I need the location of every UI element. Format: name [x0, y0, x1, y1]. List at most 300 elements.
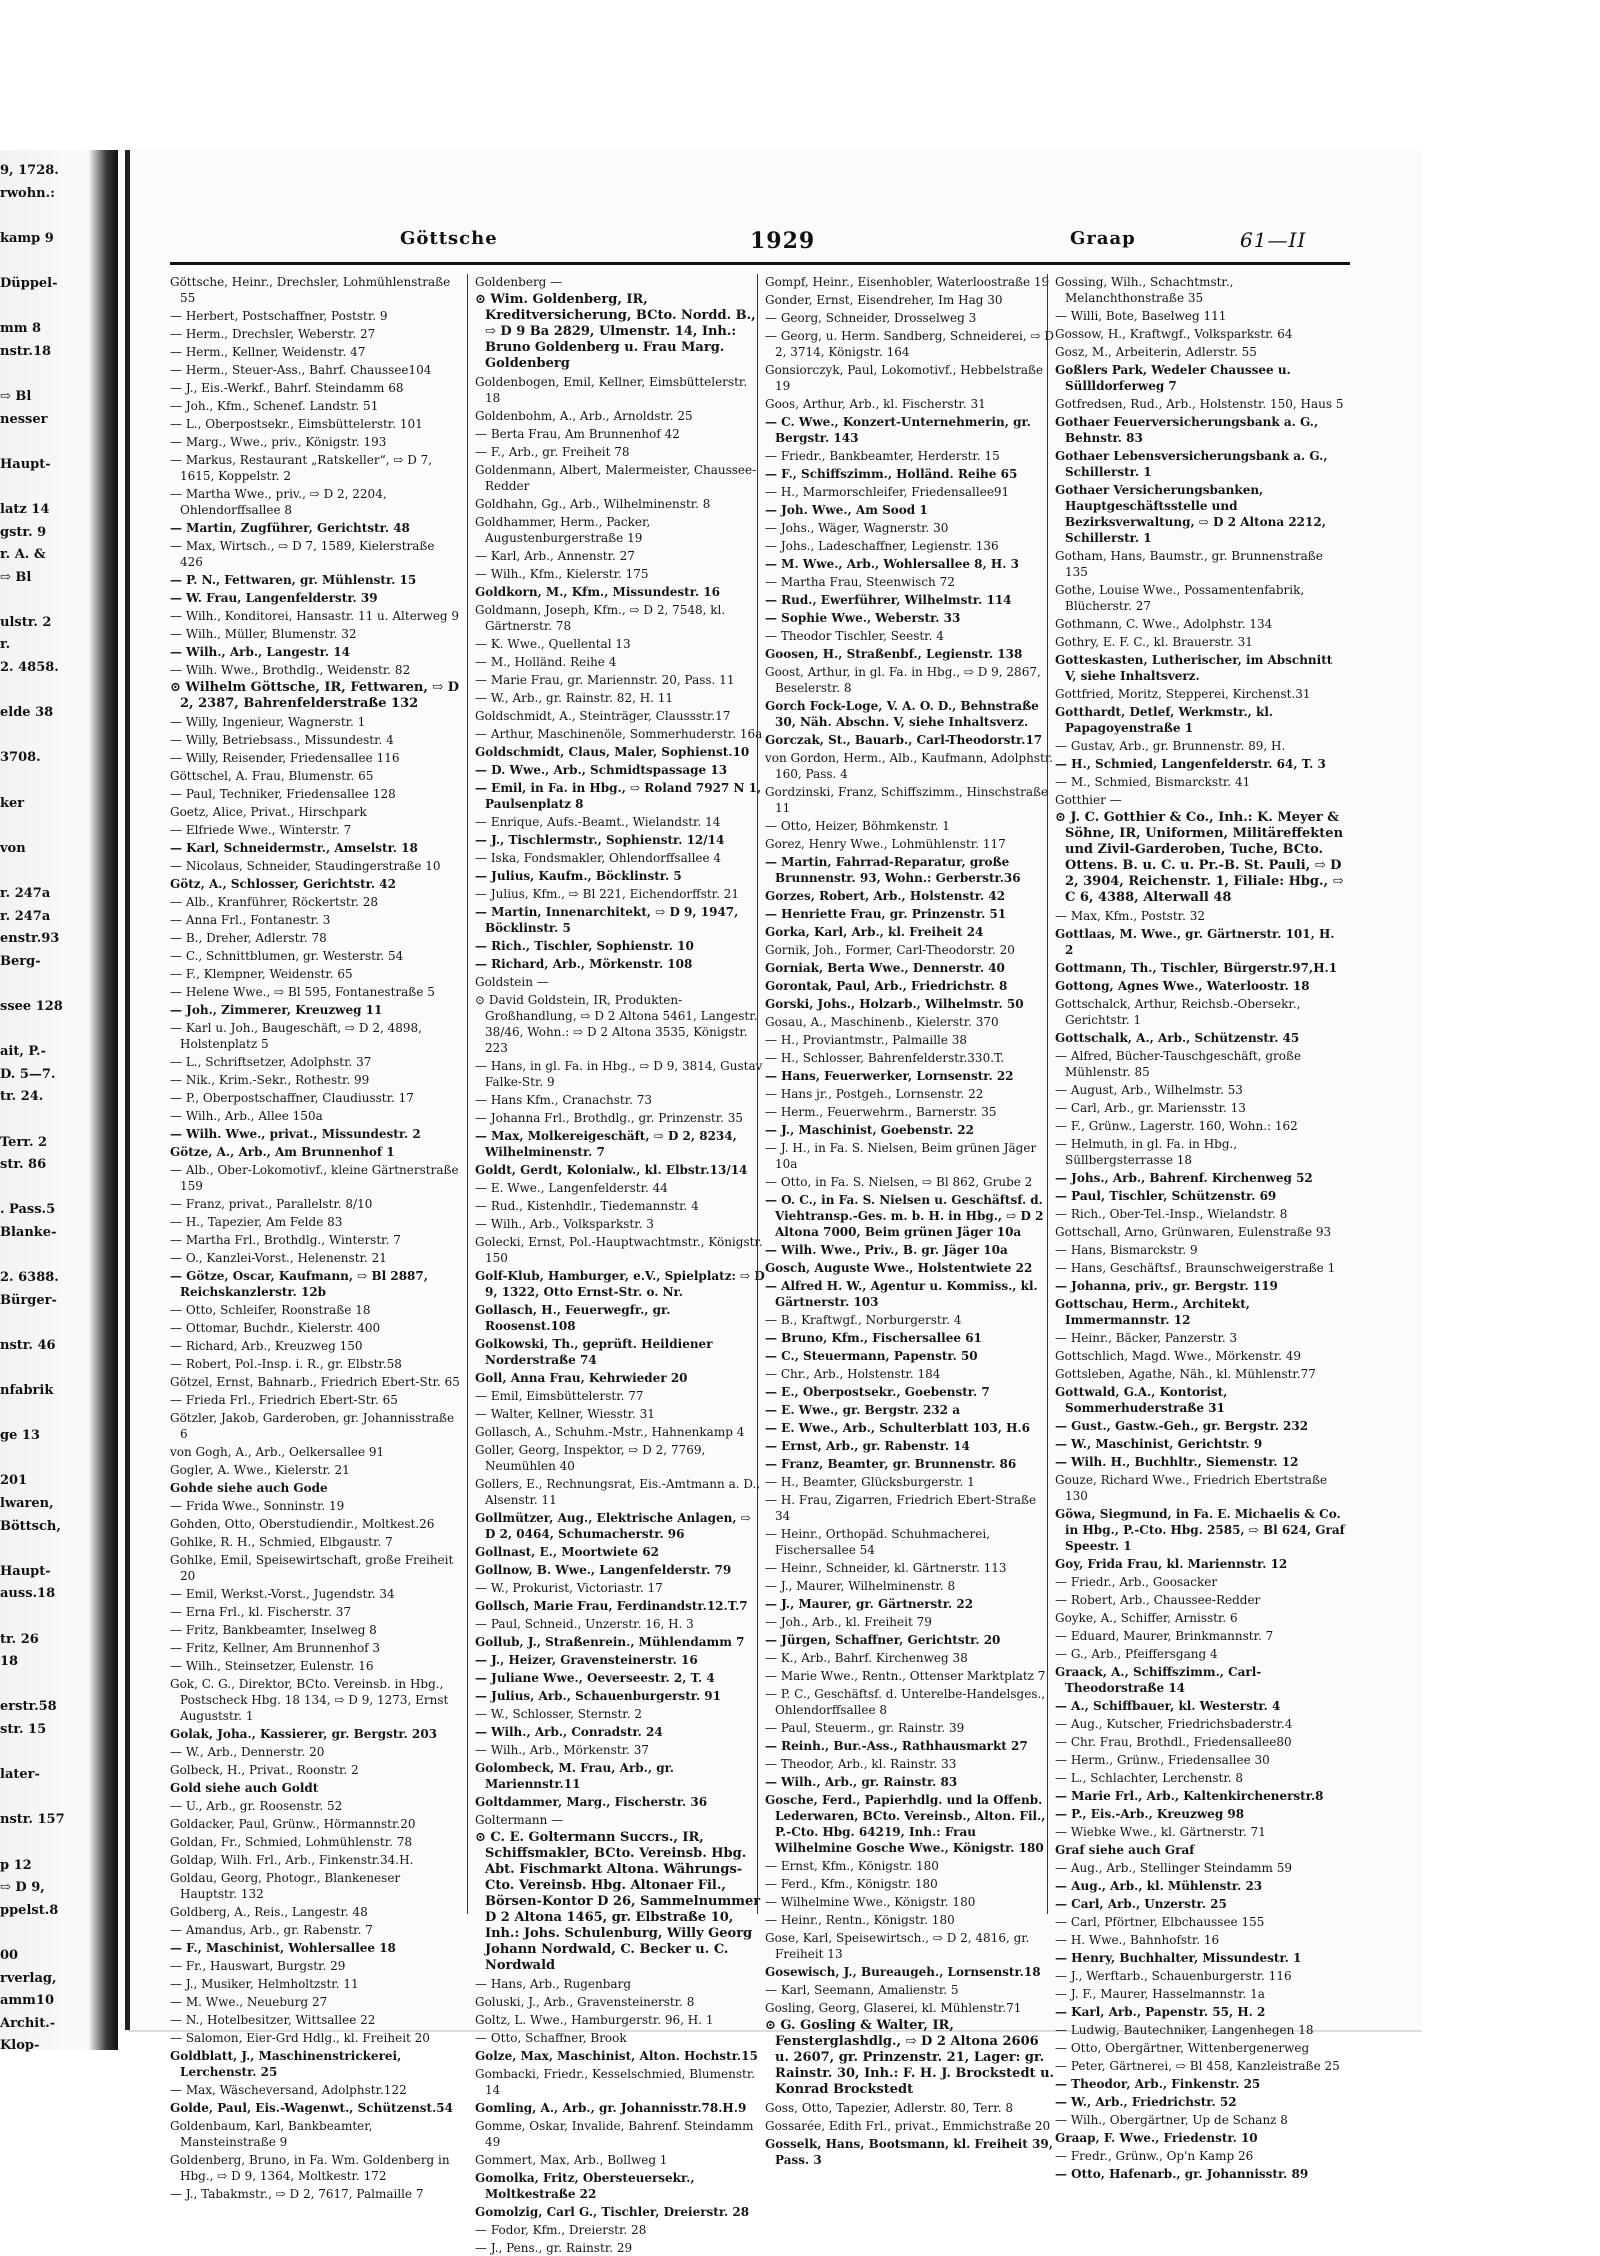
directory-entry: — Aug., Kutscher, Friedrichsbaderstr.4 [1055, 1717, 1293, 1731]
directory-entry: Goss, Otto, Tapezier, Adlerstr. 80, Terr. 8 [765, 2101, 1013, 2115]
left-page-text: tr. 26 [0, 1631, 39, 1647]
directory-entry: — F., Arb., gr. Freiheit 78 [475, 445, 630, 459]
directory-entry: — Elfriede Wwe., Winterstr. 7 [170, 823, 352, 837]
directory-entry: — Ernst, Arb., gr. Rabenstr. 14 [765, 1439, 970, 1453]
directory-entry: Gothaer Feuerversicherungsbank a. G., Behnstr. 83 [1055, 415, 1319, 445]
directory-entry: Golkowski, Th., geprüft. Heildiener Norderstraße 74 [475, 1337, 713, 1367]
directory-entry: — Marg., Wwe., priv., Königstr. 193 [170, 435, 387, 449]
directory-entry: Gommert, Max, Arb., Bollweg 1 [475, 2153, 668, 2167]
directory-entry: Gossing, Wilh., Schachtmstr., Melanchthonstraße 35 [1055, 275, 1234, 305]
directory-entry: ⊙ Wilhelm Göttsche, IR, Fettwaren, ⇨ D 2, 2387, Bahrenfelderstraße 132 [170, 680, 460, 711]
left-page-text: Haupt- [0, 1563, 51, 1579]
directory-entry: Gorczak, St., Bauarb., Carl-Theodorstr.17 [765, 733, 1043, 747]
directory-entry: — H. Wwe., Bahnhofstr. 16 [1055, 1933, 1220, 1947]
directory-column-2 [475, 274, 765, 2255]
directory-entry: Gossow, H., Kraftwgf., Volksparkstr. 64 [1055, 327, 1293, 341]
directory-entry: Gothe, Louise Wwe., Possamentenfabrik, Blücherstr. 27 [1055, 583, 1305, 613]
directory-entry: — Marie Wwe., Rentn., Ottenser Marktplatz 7 [765, 1669, 1046, 1683]
directory-entry: — Franz, privat., Parallelstr. 8/10 [170, 1197, 373, 1211]
directory-entry: — Salomon, Eier-Grd Hdlg., kl. Freiheit 20 [170, 2031, 430, 2045]
left-page-text: ⇨ Bl [0, 388, 32, 404]
directory-entry: — Heinr., Rentn., Königstr. 180 [765, 1913, 955, 1927]
directory-entry: Gottsleben, Agathe, Näh., kl. Mühlenstr.77 [1055, 1367, 1316, 1381]
directory-entry: — Bruno, Kfm., Fischersallee 61 [765, 1331, 982, 1345]
directory-entry: — Sophie Wwe., Weberstr. 33 [765, 611, 961, 625]
directory-entry: Götzler, Jakob, Garderoben, gr. Johannisstraße 6 [170, 1411, 455, 1441]
left-page-text: 00 [0, 1947, 19, 1963]
directory-entry: Gornik, Joh., Former, Carl-Theodorstr. 20 [765, 943, 1015, 957]
left-page-text: ssee 128 [0, 998, 63, 1014]
directory-entry: Gollnow, B. Wwe., Langenfelderstr. 79 [475, 1563, 732, 1577]
directory-entry: — F., Klempner, Weidenstr. 65 [170, 967, 353, 981]
directory-column-1 [170, 274, 460, 2201]
directory-entry: Gottschau, Herm., Architekt, Immermannstr. 12 [1055, 1297, 1250, 1327]
directory-entry: — Richard, Arb., Kreuzweg 150 [170, 1339, 363, 1353]
directory-entry: — Otto, Obergärtner, Wittenbergenerweg [1055, 2041, 1310, 2055]
directory-entry: Gombacki, Friedr., Kesselschmied, Blumenstr. 14 [475, 2067, 756, 2097]
directory-entry: — Marie Frau, gr. Mariennstr. 20, Pass. 11 [475, 673, 735, 687]
directory-entry: ⊙ J. C. Gotthier & Co., Inh.: K. Meyer & Söhne, IR, Uniformen, Militäreffekten und Zivil-Garderoben, Tuche, BCto. Ottens. B. u. C. u. Pr.-B. St. Pauli, ⇨ D 2, 3904, Reichenstr. 1, Filiale: Hbg., ⇨ C 6, 4388, Alterwall 48 [1055, 810, 1344, 905]
left-page-text [0, 1538, 100, 1561]
directory-entry: — Otto, in Fa. S. Nielsen, ⇨ Bl 862, Grube 2 [765, 1175, 1033, 1189]
directory-entry: — Wilh., Steinsetzer, Eulenstr. 16 [170, 1659, 374, 1673]
left-page-text: Düppel- [0, 275, 58, 291]
directory-entry: — Alb., Ober-Lokomotivf., kleine Gärtnerstraße 159 [170, 1163, 459, 1193]
directory-entry: Gottmann, Th., Tischler, Bürgerstr.97,H.1 [1055, 961, 1338, 975]
left-page-text: Klop- [0, 2038, 40, 2054]
left-page-text [0, 1742, 100, 1765]
directory-entry: — Rich., Tischler, Sophienstr. 10 [475, 939, 694, 953]
directory-entry: — Martin, Zugführer, Gerichtstr. 48 [170, 521, 410, 535]
directory-entry: — Alfred H. W., Agentur u. Kommiss., kl. Gärtnerstr. 103 [765, 1279, 1038, 1309]
directory-entry: Gohlke, R. H., Schmied, Elbgaustr. 7 [170, 1535, 393, 1549]
directory-entry: — H., Schmied, Langenfelderstr. 64, T. 3 [1055, 757, 1326, 771]
left-page-text: von [0, 840, 26, 856]
directory-entry: Goetz, Alice, Privat., Hirschpark [170, 805, 367, 819]
directory-entry: Gottlaas, M. Wwe., gr. Gärtnerstr. 101, H. 2 [1055, 927, 1335, 957]
directory-entry: ⊙ C. E. Goltermann Succrs., IR, Schiffsmakler, BCto. Vereinsb. Hbg. Abt. Fischmarkt Altona. Währungs-Cto. Vereinsb. Hbg. Altonaer Fil., Börsen-Kontor D 26, Sammelnummer D 2 Altona 1465, gr. Elbstraße 10, Inh.: Johs. Schulenburg, Willy Georg Johann Nordwald, C. Becker u. C. Nordwald [475, 1830, 761, 1973]
directory-entry: — E., Oberpostsekr., Goebenstr. 7 [765, 1385, 990, 1399]
directory-entry: ⊙ Wim. Goldenberg, IR, Kreditversicherung, BCto. Nordd. B., ⇨ D 9 Ba 2829, Ulmenstr. 14, Inh.: Bruno Goldenberg u. Frau Marg. Goldenberg [475, 292, 756, 371]
left-page-text: 2. 4858. [0, 660, 59, 676]
directory-entry: — Herm., Kellner, Weidenstr. 47 [170, 345, 366, 359]
directory-entry: Gothaer Lebensversicherungsbank a. G., Schillerstr. 1 [1055, 449, 1328, 479]
directory-entry: ⊙ G. Gosling & Walter, IR, Fensterglashdlg., ⇨ D 2 Altona 2606 u. 2607, gr. Prinzenstr. 21, Lager: gr. Rainstr. 30, Inh.: F. H. J. Brockstedt u. Konrad Brockstedt [765, 2018, 1055, 2097]
column-divider [757, 274, 758, 1914]
left-page-text [0, 770, 100, 793]
directory-entry: — P., Eis.-Arb., Kreuzweg 98 [1055, 1807, 1245, 1821]
header-first-name: Göttsche [400, 228, 498, 249]
directory-entry: Gollers, E., Rechnungsrat, Eis.-Amtmann a. D., Alsenstr. 11 [475, 1477, 761, 1507]
directory-entry: von Gordon, Herm., Alb., Kaufmann, Adolphstr. 160, Pass. 4 [765, 751, 1054, 781]
directory-entry: — Heinr., Orthopäd. Schuhmacherei, Fischersallee 54 [765, 1527, 991, 1557]
directory-entry: Gottong, Agnes Wwe., Waterloostr. 18 [1055, 979, 1310, 993]
directory-entry: Gotteskasten, Lutherischer, im Abschnitt V, siehe Inhaltsverz. [1055, 653, 1333, 683]
directory-entry: Gosch, Auguste Wwe., Holstentwiete 22 [765, 1261, 1033, 1275]
left-page-text: mm 8 [0, 321, 42, 337]
directory-entry: Gosling, Georg, Glaserei, kl. Mühlenstr.71 [765, 2001, 1022, 2015]
left-page-text: auss.18 [0, 1586, 56, 1602]
directory-entry: — Theodor, Arb., kl. Rainstr. 33 [765, 1757, 957, 1771]
directory-entry: Gotthardt, Detlef, Werkmstr., kl. Papagoyenstraße 1 [1055, 705, 1274, 735]
directory-entry: — Joh. Wwe., Am Sood 1 [765, 503, 928, 517]
directory-entry: — Otto, Schaffner, Brook [475, 2031, 627, 2045]
directory-entry: Gosewisch, J., Bureaugeh., Lornsenstr.18 [765, 1965, 1041, 1979]
directory-entry: Gosau, A., Maschinenb., Kielerstr. 370 [765, 1015, 999, 1029]
directory-entry: Gottschlich, Magd. Wwe., Mörkenstr. 49 [1055, 1349, 1302, 1363]
directory-entry: — Johanna Frl., Brothdlg., gr. Prinzenstr. 35 [475, 1111, 744, 1125]
directory-entry: — J., Pens., gr. Rainstr. 29 [475, 2241, 633, 2255]
directory-entry: — U., Arb., gr. Roosenstr. 52 [170, 1799, 343, 1813]
directory-entry: Gohden, Otto, Oberstudiendir., Moltkest.26 [170, 1517, 435, 1531]
directory-entry: — Carl, Arb., Unzerstr. 25 [1055, 1897, 1227, 1911]
directory-entry: — Karl, Schneidermstr., Amselstr. 18 [170, 841, 418, 855]
directory-entry: Golecki, Ernst, Pol.-Hauptwachtmstr., Königstr. 150 [475, 1235, 763, 1265]
directory-entry: — L., Schlachter, Lerchenstr. 8 [1055, 1771, 1244, 1785]
directory-entry: — Rud., Kistenhdlr., Tiedemannstr. 4 [475, 1199, 699, 1213]
directory-entry: — Wilh. Wwe., Priv., B. gr. Jäger 10a [765, 1243, 1008, 1257]
directory-entry: — Fodor, Kfm., Dreierstr. 28 [475, 2223, 647, 2237]
left-page-text: lwaren, [0, 1496, 54, 1512]
directory-entry: — J., Musiker, Helmholtzstr. 11 [170, 1977, 359, 1991]
left-page-text: erstr.58 [0, 1699, 57, 1715]
directory-entry: Goldhammer, Herm., Packer, Augustenburgerstraße 19 [475, 515, 651, 545]
directory-entry: — J., Werftarb., Schauenburgerstr. 116 [1055, 1969, 1292, 1983]
left-page-text: 18 [0, 1654, 19, 1670]
directory-entry: — Friedr., Bankbeamter, Herderstr. 15 [765, 449, 1000, 463]
left-page-text [0, 1674, 100, 1697]
directory-entry: — Willy, Betriebsass., Missundestr. 4 [170, 733, 394, 747]
left-page-text: ulstr. 2 [0, 614, 52, 630]
directory-entry: — Wilh. Wwe., Brothdlg., Weidenstr. 82 [170, 663, 411, 677]
directory-entry: Gohde siehe auch Gode [170, 1481, 328, 1495]
directory-entry: — Nicolaus, Schneider, Staudingerstraße 10 [170, 859, 441, 873]
directory-entry: Goluski, J., Arb., Gravensteinerstr. 8 [475, 1995, 695, 2009]
left-page-text: . Pass.5 [0, 1202, 56, 1218]
directory-entry: Gorch Fock-Loge, V. A. O. D., Behnstraße 30, Näh. Abschn. V, siehe Inhaltsverz. [765, 699, 1039, 729]
left-page-text: Bürger- [0, 1292, 57, 1308]
directory-entry: Gosselk, Hans, Bootsmann, kl. Freiheit 39, Pass. 3 [765, 2137, 1053, 2167]
left-page-text: enstr.93 [0, 931, 60, 947]
left-page-text [0, 1787, 100, 1810]
directory-entry: Goldschmidt, Claus, Maler, Sophienst.10 [475, 745, 750, 759]
directory-entry: — Hans, Feuerwerker, Lornsenstr. 22 [765, 1069, 1014, 1083]
directory-entry: Goldstein — [475, 975, 549, 989]
directory-entry: Goldau, Georg, Photogr., Blankeneser Hauptstr. 132 [170, 1871, 401, 1901]
directory-entry: — Erna Frl., kl. Fischerstr. 37 [170, 1605, 351, 1619]
directory-entry: — Wilh., Arb., gr. Rainstr. 83 [765, 1775, 958, 1789]
directory-entry: Gompf, Heinr., Eisenhobler, Waterloostraße 19 [765, 275, 1050, 289]
directory-entry: — E. Wwe., Langenfelderstr. 44 [475, 1181, 668, 1195]
directory-entry: — Wilh., Müller, Blumenstr. 32 [170, 627, 357, 641]
directory-entry: — G., Arb., Pfeiffersgang 4 [1055, 1647, 1218, 1661]
directory-entry: — P. C., Geschäftsf. d. Unterelbe-Handelsges., Ohlendorffsallee 8 [765, 1687, 1046, 1717]
directory-entry: — Markus, Restaurant „Ratskeller“, ⇨ D 7, 1615, Koppelstr. 2 [170, 453, 433, 483]
directory-entry: — Franz, Beamter, gr. Brunnenstr. 86 [765, 1457, 1017, 1471]
directory-entry: Gorniak, Berta Wwe., Dennerstr. 40 [765, 961, 1005, 975]
directory-entry: — Herbert, Postschaffner, Poststr. 9 [170, 309, 388, 323]
directory-entry: von Gogh, A., Arb., Oelkersallee 91 [170, 1445, 385, 1459]
directory-entry: Gothry, E. F. C., kl. Brauerstr. 31 [1055, 635, 1253, 649]
directory-entry: — H., Beamter, Glücksburgerstr. 1 [765, 1475, 975, 1489]
directory-entry: — Wilh., Arb., Volksparkstr. 3 [475, 1217, 654, 1231]
directory-entry: — Henry, Buchhalter, Missundestr. 1 [1055, 1951, 1302, 1965]
directory-entry: — Walter, Kellner, Wiesstr. 31 [475, 1407, 655, 1421]
left-page-text: Haupt- [0, 456, 51, 472]
directory-entry: — August, Arb., Wilhelmstr. 53 [1055, 1083, 1243, 1097]
directory-entry: Goltz, L. Wwe., Hamburgerstr. 96, H. 1 [475, 2013, 714, 2027]
directory-entry: — Hans, in gl. Fa. in Hbg., ⇨ D 9, 3814, Gustav Falke-Str. 9 [475, 1059, 763, 1089]
directory-entry: — Carl, Pförtner, Elbchaussee 155 [1055, 1915, 1265, 1929]
directory-entry: — Enrique, Aufs.-Beamt., Wielandstr. 14 [475, 815, 721, 829]
directory-entry: — Wilh., Arb., Conradstr. 24 [475, 1725, 663, 1739]
directory-entry: — W., Arb., Friedrichstr. 52 [1055, 2095, 1237, 2109]
page-number: 61—II [1240, 228, 1307, 252]
directory-entry: — Georg, u. Herm. Sandberg, Schneiderei, ⇨ D 2, 3714, Königstr. 164 [765, 329, 1054, 359]
directory-entry: Gothmann, C. Wwe., Adolphstr. 134 [1055, 617, 1273, 631]
directory-entry: — Willy, Reisender, Friedensallee 116 [170, 751, 400, 765]
directory-entry: — W., Maschinist, Gerichtstr. 9 [1055, 1437, 1263, 1451]
directory-entry: — Martin, Innenarchitekt, ⇨ D 9, 1947, Böcklinstr. 5 [475, 905, 739, 935]
directory-entry: — Karl u. Joh., Baugeschäft, ⇨ D 2, 4898, Holstenplatz 5 [170, 1021, 422, 1051]
left-page-text: nstr. 46 [0, 1337, 56, 1353]
column-divider [1047, 274, 1048, 1914]
directory-entry: — K. Wwe., Quellental 13 [475, 637, 631, 651]
directory-entry: Goldkorn, M., Kfm., Missundestr. 16 [475, 585, 720, 599]
directory-entry: — Aug., Arb., Stellinger Steindamm 59 [1055, 1861, 1292, 1875]
header-year: 1929 [750, 228, 816, 254]
directory-entry: Gohlke, Emil, Speisewirtschaft, große Freiheit 20 [170, 1553, 454, 1583]
directory-entry: — Götze, Oscar, Kaufmann, ⇨ Bl 2887, Reichskanzlerstr. 12b [170, 1269, 428, 1299]
directory-entry: Gollmützer, Aug., Elektrische Anlagen, ⇨ D 2, 0464, Schumacherstr. 96 [475, 1511, 751, 1541]
directory-entry: — J., Maurer, gr. Gärtnerstr. 22 [765, 1597, 974, 1611]
directory-entry: — Amandus, Arb., gr. Rabenstr. 7 [170, 1923, 373, 1937]
directory-entry: — Johs., Wäger, Wagnerstr. 30 [765, 521, 949, 535]
directory-entry: Graf siehe auch Graf [1055, 1843, 1195, 1857]
left-page-text: 201 [0, 1473, 28, 1489]
directory-entry: — Chr. Frau, Brothdl., Friedensallee80 [1055, 1735, 1292, 1749]
directory-entry: — Julius, Kaufm., Böcklinstr. 5 [475, 869, 682, 883]
left-page-text: gstr. 9 [0, 524, 47, 540]
directory-entry: Gomme, Oskar, Invalide, Bahrenf. Steindamm 49 [475, 2119, 754, 2149]
left-page-text: r. [0, 637, 11, 653]
directory-entry: — M., Holländ. Reihe 4 [475, 655, 617, 669]
left-page-text [0, 1245, 100, 1268]
left-page-text: 3708. [0, 750, 41, 766]
directory-entry: — J., Maschinist, Goebenstr. 22 [765, 1123, 975, 1137]
left-page-text: str. 15 [0, 1721, 47, 1737]
directory-entry: — A., Schiffbauer, kl. Westerstr. 4 [1055, 1699, 1281, 1713]
directory-entry: — Fritz, Kellner, Am Brunnenhof 3 [170, 1641, 381, 1655]
directory-entry: — Reinh., Bur.-Ass., Rathhausmarkt 27 [765, 1739, 1028, 1753]
directory-entry: Goldenberg, Bruno, in Fa. Wm. Goldenberg in Hbg., ⇨ D 9, 1364, Moltkestr. 172 [170, 2153, 450, 2183]
directory-entry: — W., Arb., gr. Rainstr. 82, H. 11 [475, 691, 674, 705]
directory-entry: — H., Proviantmstr., Palmaille 38 [765, 1033, 968, 1047]
left-page-text [0, 1019, 100, 1042]
directory-entry: Goldt, Gerdt, Kolonialw., kl. Elbstr.13/14 [475, 1163, 748, 1177]
directory-entry: Gogler, A. Wwe., Kielerstr. 21 [170, 1463, 350, 1477]
left-page-text: 2. 6388. [0, 1270, 59, 1286]
directory-entry: — Martha Frau, Steenwisch 72 [765, 575, 955, 589]
directory-entry: — M., Schmied, Bismarckstr. 41 [1055, 775, 1251, 789]
directory-entry: — W. Frau, Langenfelderstr. 39 [170, 591, 378, 605]
directory-entry: — L., Schriftsetzer, Adolphstr. 37 [170, 1055, 372, 1069]
directory-entry: — Wilh., Arb., Mörkenstr. 37 [475, 1743, 649, 1757]
directory-entry: — Peter, Gärtnerei, ⇨ Bl 458, Kanzleistraße 25 [1055, 2059, 1340, 2073]
left-page-text [0, 476, 100, 499]
directory-entry: Gordzinski, Franz, Schiffszimm., Hinschstraße 11 [765, 785, 1049, 815]
directory-entry: Graack, A., Schiffszimm., Carl-Theodorstraße 14 [1055, 1665, 1262, 1695]
directory-entry: Gottschall, Arno, Grünwaren, Eulenstraße 93 [1055, 1225, 1332, 1239]
directory-entry: — Herm., Feuerwehrm., Barnerstr. 35 [765, 1105, 997, 1119]
left-page-text [0, 1606, 100, 1629]
directory-entry: — Berta Frau, Am Brunnenhof 42 [475, 427, 680, 441]
directory-entry: Golf-Klub, Hamburger, e.V., Spielplatz: ⇨ D 9, 1322, Otto Ernst-Str. o. Nr. [475, 1269, 765, 1299]
left-page-text [0, 1357, 100, 1380]
directory-entry: — Gust., Gastw.-Geh., gr. Bergstr. 232 [1055, 1419, 1309, 1433]
directory-entry: Goll, Anna Frau, Kehrwieder 20 [475, 1371, 688, 1385]
left-page-text: D. 5—7. [0, 1066, 56, 1082]
directory-entry: Gonder, Ernst, Eisendreher, Im Hag 30 [765, 293, 1003, 307]
directory-entry: — O. C., in Fa. S. Nielsen u. Geschäftsf. d. Viehtransp.-Ges. m. b. H. in Hbg., ⇨ D 2 Altona 7000, Beim grünen Jäger 10a [765, 1193, 1044, 1239]
directory-entry: Goltermann — [475, 1813, 564, 1827]
directory-entry: — Johs., Ladeschaffner, Legienstr. 136 [765, 539, 999, 553]
directory-entry: — Julius, Kfm., ⇨ Bl 221, Eichendorffstr. 21 [475, 887, 739, 901]
directory-entry: — Paul, Schneid., Unzerstr. 16, H. 3 [475, 1617, 694, 1631]
directory-entry: — W., Arb., Dennerstr. 20 [170, 1745, 325, 1759]
directory-entry: — H., Schlosser, Bahrenfelderstr.330.T. [765, 1051, 1005, 1065]
directory-entry: — Iska, Fondsmakler, Ohlendorffsallee 4 [475, 851, 722, 865]
directory-entry: Götz, A., Schlosser, Gerichtstr. 42 [170, 877, 396, 891]
left-page-text: nfabrik [0, 1383, 54, 1399]
directory-entry: — Heinr., Schneider, kl. Gärtnerstr. 113 [765, 1561, 1007, 1575]
directory-entry: — Emil, Werkst.-Vorst., Jugendstr. 34 [170, 1587, 395, 1601]
directory-entry: — Joh., Zimmerer, Kreuzweg 11 [170, 1003, 383, 1017]
directory-entry: — Hans, Bismarckstr. 9 [1055, 1243, 1198, 1257]
directory-entry: — H., Tapezier, Am Felde 83 [170, 1215, 343, 1229]
left-page-text: kamp 9 [0, 230, 54, 246]
directory-entry: — Martha Wwe., priv., ⇨ D 2, 2204, Ohlendorffsallee 8 [170, 487, 387, 517]
directory-entry: — Emil, Eimsbüttelerstr. 77 [475, 1389, 644, 1403]
left-page-text: rwohn.: [0, 185, 55, 201]
directory-entry: — Helmuth, in gl. Fa. in Hbg., Süllbergsterrasse 18 [1055, 1137, 1238, 1167]
left-page-text: r. A. & [0, 547, 46, 563]
directory-entry: — Wilh., Konditorei, Hansastr. 11 u. Alterweg 9 [170, 609, 460, 623]
directory-entry: Gorka, Karl, Arb., kl. Freiheit 24 [765, 925, 984, 939]
directory-entry: — Ernst, Kfm., Königstr. 180 [765, 1859, 939, 1873]
directory-entry: Goost, Arthur, in gl. Fa. in Hbg., ⇨ D 9, 2867, Beselerstr. 8 [765, 665, 1041, 695]
directory-entry: — B., Kraftwgf., Norburgerstr. 4 [765, 1313, 962, 1327]
left-page-text: rverlag, [0, 1970, 57, 1986]
directory-entry: — Nik., Krim.-Sekr., Rothestr. 99 [170, 1073, 370, 1087]
directory-entry: Goldan, Fr., Schmied, Lohmühlenstr. 78 [170, 1835, 413, 1849]
directory-entry: ⊙ David Goldstein, IR, Produkten-Großhandlung, ⇨ D 2 Altona 5461, Langestr. 38/46, Wohn.: ⇨ D 2 Altona 3535, Königstr. 223 [475, 993, 758, 1055]
left-page-text: nstr.18 [0, 343, 52, 359]
left-page-text [0, 296, 100, 319]
directory-entry: — Otto, Heizer, Böhmkenstr. 1 [765, 819, 950, 833]
directory-entry: — Max, Kfm., Poststr. 32 [1055, 909, 1205, 923]
directory-entry: — Richard, Arb., Mörkenstr. 108 [475, 957, 693, 971]
left-page-text: str. 86 [0, 1157, 47, 1173]
directory-entry: — Alfred, Bücher-Tauschgeschäft, große Mühlenstr. 85 [1055, 1049, 1302, 1079]
directory-entry: Goldenbaum, Karl, Bankbeamter, Mansteinstraße 9 [170, 2119, 373, 2149]
directory-entry: — Theodor, Arb., Finkenstr. 25 [1055, 2077, 1261, 2091]
directory-entry: — Fr., Hauswart, Burgstr. 29 [170, 1959, 346, 1973]
directory-entry: — Herm., Grünw., Friedensallee 30 [1055, 1753, 1270, 1767]
directory-entry: — L., Oberpostsekr., Eimsbüttelerstr. 101 [170, 417, 423, 431]
directory-entry: — Karl, Arb., Annenstr. 27 [475, 549, 635, 563]
left-page-text [0, 1109, 100, 1132]
directory-entry: — Herm., Drechsler, Weberstr. 27 [170, 327, 376, 341]
directory-entry: Gosz, M., Arbeiterin, Adlerstr. 55 [1055, 345, 1257, 359]
left-page-text: ge 13 [0, 1428, 40, 1444]
left-page-text [0, 1312, 100, 1335]
directory-entry: — Wilhelmine Wwe., Königstr. 180 [765, 1895, 976, 1909]
directory-entry: — Wilh. Wwe., privat., Missundestr. 2 [170, 1127, 421, 1141]
directory-entry: Gomling, A., Arb., gr. Johannisstr.78.H.9 [475, 2101, 747, 2115]
directory-column-3 [765, 274, 1055, 2167]
directory-entry: — B., Dreher, Adlerstr. 78 [170, 931, 327, 945]
directory-entry: — Karl, Arb., Papenstr. 55, H. 2 [1055, 2005, 1266, 2019]
directory-entry: — Theodor Tischler, Seestr. 4 [765, 629, 944, 643]
left-page-text: ppelst.8 [0, 1902, 59, 1918]
directory-entry: — E. Wwe., Arb., Schulterblatt 103, H.6 [765, 1421, 1030, 1435]
column-divider [467, 274, 468, 1914]
left-page-text: ⇨ Bl [0, 569, 32, 585]
left-page-text [0, 250, 100, 273]
directory-entry: Gok, C. G., Direktor, BCto. Vereinsb. in Hbg., Postscheck Hbg. 18 134, ⇨ D 9, 1273, Ernst Auguststr. 1 [170, 1677, 449, 1723]
directory-entry: — Otto, Schleifer, Roonstraße 18 [170, 1303, 371, 1317]
directory-entry: — P. N., Fettwaren, gr. Mühlenstr. 15 [170, 573, 417, 587]
left-page-text: r. 247a [0, 886, 51, 901]
directory-entry: Goldenberg — [475, 275, 563, 289]
directory-entry: — Max, Wirtsch., ⇨ D 7, 1589, Kielerstraße 426 [170, 539, 435, 569]
left-page-text [0, 1403, 100, 1426]
left-page-text [0, 1177, 100, 1200]
directory-entry: — Friedr., Arb., Goosacker [1055, 1575, 1218, 1589]
directory-entry: — Rud., Ewerführer, Wilhelmstr. 114 [765, 593, 1012, 607]
directory-entry: — J., Heizer, Gravensteinerstr. 16 [475, 1653, 698, 1667]
directory-entry: Gorontak, Paul, Arb., Friedrichstr. 8 [765, 979, 1008, 993]
directory-entry: Graap, F. Wwe., Friedenstr. 10 [1055, 2131, 1258, 2145]
directory-entry: — Johs., Arb., Bahrenf. Kirchenweg 52 [1055, 1171, 1313, 1185]
directory-entry: Gouze, Richard Wwe., Friedrich Ebertstraße 130 [1055, 1473, 1328, 1503]
directory-entry: Göwa, Siegmund, in Fa. E. Michaelis & Co. in Hbg., P.-Cto. Hbg. 2585, ⇨ Bl 624, Graf Speestr. 1 [1055, 1507, 1345, 1553]
directory-entry: — Martha Frl., Brothdlg., Winterstr. 7 [170, 1233, 401, 1247]
directory-entry: — O., Kanzlei-Vorst., Helenenstr. 21 [170, 1251, 387, 1265]
directory-entry: — Emil, in Fa. in Hbg., ⇨ Roland 7927 N 1, Paulsenplatz 8 [475, 781, 762, 811]
directory-entry: Golbeck, H., Privat., Roonstr. 2 [170, 1763, 359, 1777]
directory-entry: — Aug., Arb., kl. Mühlenstr. 23 [1055, 1879, 1263, 1893]
directory-entry: Gollsch, Marie Frau, Ferdinandstr.12.T.7 [475, 1599, 748, 1613]
directory-entry: — C., Steuermann, Papenstr. 50 [765, 1349, 978, 1363]
directory-entry: — Ottomar, Buchdr., Kielerstr. 400 [170, 1321, 381, 1335]
left-page-text: Böttsch, [0, 1518, 61, 1534]
directory-entry: — Rich., Ober-Tel.-Insp., Wielandstr. 8 [1055, 1207, 1288, 1221]
left-page-text [0, 725, 100, 748]
running-header [170, 228, 1310, 258]
directory-entry: Gotham, Hans, Baumstr., gr. Brunnenstraße 135 [1055, 549, 1323, 579]
directory-entry: Gold siehe auch Goldt [170, 1781, 319, 1795]
left-page-fragment [0, 160, 100, 2054]
directory-entry: — Ludwig, Bautechniker, Langenhegen 18 [1055, 2023, 1314, 2037]
directory-entry: — Fritz, Bankbeamter, Inselweg 8 [170, 1623, 377, 1637]
directory-entry: — Frieda Frl., Friedrich Ebert-Str. 65 [170, 1393, 398, 1407]
directory-entry: — E. Wwe., gr. Bergstr. 232 a [765, 1403, 960, 1417]
directory-entry: — C., Schnittblumen, gr. Westerstr. 54 [170, 949, 404, 963]
directory-entry: — Willy, Ingenieur, Wagnerstr. 1 [170, 715, 366, 729]
directory-entry: — J., Tischlermstr., Sophienstr. 12/14 [475, 833, 725, 847]
